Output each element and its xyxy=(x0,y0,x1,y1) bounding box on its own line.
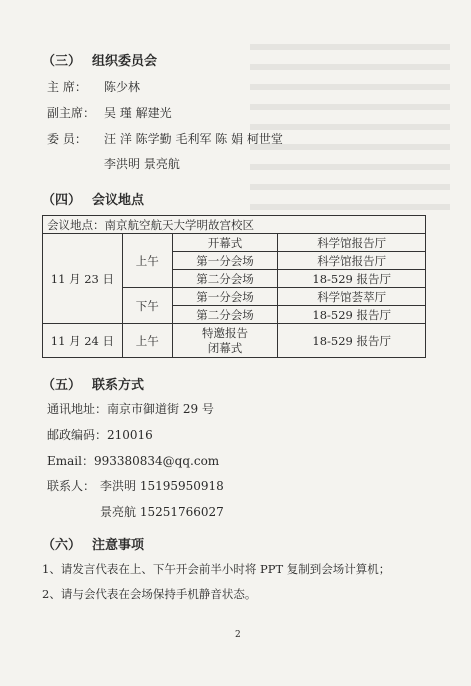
org-heading xyxy=(42,50,157,69)
venue-table xyxy=(42,215,426,358)
contact-person-2: 景亮航 15251766027 xyxy=(100,505,224,519)
vice-label: 副主席： xyxy=(47,106,96,120)
contact-person-1: 李洪明 15195950918 xyxy=(100,479,224,493)
closing-text: 闭幕式 xyxy=(207,340,243,355)
page-number: 2 xyxy=(235,630,241,640)
postcode-line: 邮政编码：210016 xyxy=(47,428,153,442)
note-item-1: 1、请发言代表在上、下午开会前半小时将 PPT 复制到会场计算机； xyxy=(42,562,391,576)
chair-label: 主 席： xyxy=(47,80,87,94)
invited-talk-text: 特邀报告 xyxy=(202,325,249,340)
day1-pm-cell: 下午 xyxy=(122,288,172,324)
members-line2: 李洪明 景亮航 xyxy=(104,157,180,171)
room-cell: 18-529 报告厅 xyxy=(278,306,426,324)
event-cell: 第二分会场 xyxy=(172,306,278,324)
room-cell: 科学馆荟萃厅 xyxy=(278,288,426,306)
event-cell: 第二分会场 xyxy=(172,270,278,288)
venue-heading xyxy=(42,189,144,208)
room-cell: 科学馆报告厅 xyxy=(278,252,426,270)
venue-heading-num: （四） xyxy=(42,193,82,208)
venue-location: 会议地点：南京航空航天大学明故宫校区 xyxy=(43,216,426,234)
address-line: 通讯地址：南京市御道街 29 号 xyxy=(47,402,214,416)
contact-heading-num: （五） xyxy=(42,378,82,393)
members-line1: 汪 洋 陈学勤 毛利军 陈 娟 柯世堂 xyxy=(104,132,283,146)
org-heading-num: （三） xyxy=(42,54,82,69)
vice-names: 吴 瑾 解建光 xyxy=(104,106,172,120)
day1-am-cell: 上午 xyxy=(122,234,172,288)
contact-heading xyxy=(42,374,144,393)
notes-heading xyxy=(42,534,144,553)
room-cell: 18-529 报告厅 xyxy=(278,324,426,358)
email-line: Email：993380834@qq.com xyxy=(47,454,220,468)
notes-heading-text: 注意事项 xyxy=(92,538,145,553)
event-cell: 开幕式 xyxy=(172,234,278,252)
table-row xyxy=(43,234,426,252)
contact-heading-text: 联系方式 xyxy=(92,378,145,393)
chair-name: 陈少林 xyxy=(104,80,141,94)
day1-cell: 11 月 23 日 xyxy=(43,234,123,324)
table-row xyxy=(43,324,426,358)
venue-heading-text: 会议地点 xyxy=(92,193,145,208)
event-cell-closing xyxy=(172,324,278,358)
room-cell: 科学馆报告厅 xyxy=(278,234,426,252)
note-item-2: 2、请与会代表在会场保持手机静音状态。 xyxy=(42,587,257,601)
day2-cell: 11 月 24 日 xyxy=(43,324,123,358)
members-label: 委 员： xyxy=(47,132,87,146)
day2-am-cell: 上午 xyxy=(122,324,172,358)
event-cell: 第一分会场 xyxy=(172,288,278,306)
org-heading-text: 组织委员会 xyxy=(92,54,158,69)
contact-label: 联系人： xyxy=(47,479,96,493)
notes-heading-num: （六） xyxy=(42,538,82,553)
event-cell: 第一分会场 xyxy=(172,252,278,270)
room-cell: 18-529 报告厅 xyxy=(278,270,426,288)
table-row xyxy=(43,216,426,234)
